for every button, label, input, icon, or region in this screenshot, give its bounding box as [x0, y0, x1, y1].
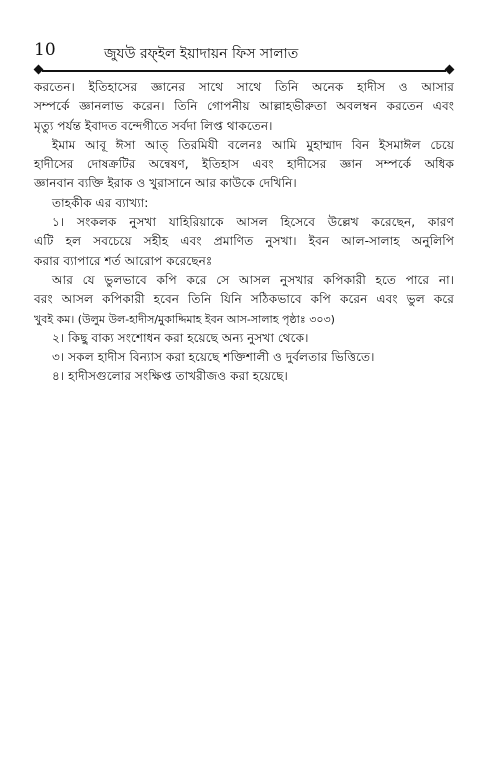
paragraph-line: জ্ঞানবান ব্যক্তি ইরাক ও খুরাসানে আর কাউকে দেখিনি। [34, 176, 297, 191]
list-item-1: ১। সংকলক নুসখা যাহিরিয়াকে আসল হিসেবে উল্লেখ করেছেন, কারণ [52, 215, 454, 230]
section-heading: তাহকীক এর ব্যাখ্যা: [52, 195, 149, 210]
running-title: জুযউ রফ্‌ইল ইয়াদায়ন ফিস সালাত [104, 46, 299, 62]
list-item-2: ২। কিছু বাক্য সংশোধন করা হয়েছে অন্য নুসখা থেকে। [52, 330, 309, 345]
header-rule [34, 66, 454, 76]
paragraph: করতেন। ইতিহাসের জ্ঞানের সাথে সাথে তিনি অনেক হাদীস ও আসার [34, 80, 454, 94]
paragraph-line: বরং আসল কপিকারী হবেন তিনি যিনি সঠিকভাবে কপি করেন এবং ভুল করে [34, 292, 454, 307]
body-text [34, 78, 454, 387]
page-number: 10 [34, 40, 56, 60]
paragraph-line: হাদীসের দোষক্রটির অন্বেষণ, ইতিহাস এবং হাদীসের জ্ঞান সম্পর্কে অধিক [34, 157, 454, 172]
page-header [34, 40, 454, 64]
paragraph: ইমাম আবূ ঈসা আত্‌ তিরমিযী বলেনঃ আমি মুহাম্মাদ বিন ইসমাঈল চেয়ে [52, 137, 454, 152]
paragraph-line: মৃত্যু পর্যন্ত ইবাদত বন্দেগীতে সর্বদা লিপ্ত থাকতেন। [34, 118, 273, 133]
citation-line: খুবই কম। (উলুম উল-হাদীস/মুকাদ্দিমাহ ইবন আস-সালাহ পৃষ্ঠাঃ ৩০৩) [34, 312, 335, 326]
list-item-3: ৩। সকল হাদীস বিন্যাস করা হয়েছে শক্তিশালী ও দুর্বলতার ভিত্তিতে। [52, 350, 375, 365]
paragraph-line: করার ব্যাপারে শর্ত আরোপ করেছেনঃ [34, 253, 213, 268]
paragraph-line: এটি হল সবচেয়ে সহীহ এবং প্রমাণিত নুসখা। ইবন আল-সালাহ অনুলিপি [34, 234, 454, 249]
divider-line [42, 70, 446, 72]
list-item-4: ৪। হাদীসগুলোর সংক্ষিপ্ত তাখরীজও করা হয়েছে। [52, 369, 288, 384]
paragraph-line: সম্পর্কে জ্ঞানলাভ করেন। তিনি গোপনীয় আল্লাহভীরুতা অবলম্বন করতেন এবং [34, 99, 454, 114]
quoted-rule: আর যে ভুলভাবে কপি করে সে আসল নুসখার কপিকারী হতে পারে না। [52, 272, 454, 287]
diamond-ornament-icon [445, 65, 455, 75]
